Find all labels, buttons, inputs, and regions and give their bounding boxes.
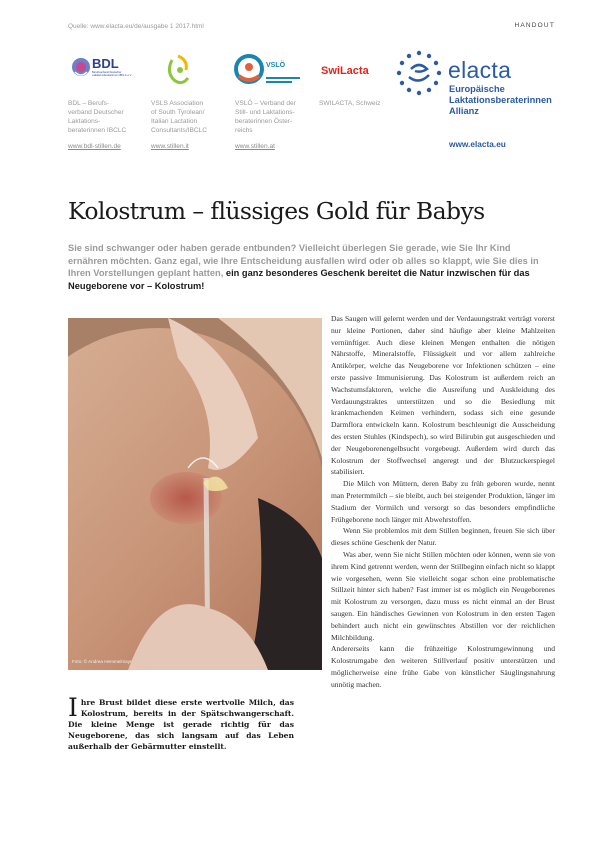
body-paragraph-1: Das Saugen will gelernt werden und der Verdauungstrakt verträgt vorerst nur kleine Portionen, daher sind häufige aber kleine Mahlzeiten vernünftiger. Auch diese kleinen Mengen enthalten die nötigen Nährstoffe, Mineralstoffe, Flüssigkeit und vor allem zahlreiche Antikörper, welche das Neugeborene vor Infektionen schützen – eine erste passive Immunisierung. Das Kolostrum ist außerdem reich an Wachstumsfaktoren, welche die Ausreifung und Auskleidung des Verdauungstraktes unterstützen und so die Besiedlung mit krankmachenden Keimen verhindern, sodass sich eine gesunde Darmflora entwickeln kann. Kolostrum beschleunigt die Ausscheidung des ersten Stuhles (Kindspech), so wird Bilirubin gut ausgeschieden und der Neugeborenengelbsucht vorgebeugt. Außerdem wird durch das Kolostrum der Stoffwechsel angeregt und der Blutzuckerspiegel stabilisiert.	[331, 314, 555, 477]
source-note: Quelle: www.elacta.eu/de/ausgabe 1 2017.html	[68, 23, 204, 30]
bdl-logo-text: BDL	[92, 56, 119, 71]
swilacta-description: SWILACTA, Schweiz	[319, 100, 381, 107]
intro-grey-text: Sie sind schwanger oder haben gerade entbunden? Vielleicht überlegen Sie gerade, wie Sie Ihr Kind ernähren möchten. Ganz egal, wie Ihre Entscheidung ausfallen wird oder ob alles so klappt, wie Sie dies in Ihren Vorstellungen geplant hatten,	[68, 243, 539, 279]
swilacta-logo-text: SwiLacta	[321, 65, 369, 77]
body-paragraph-3: Wenn Sie problemlos mit dem Stillen beginnen, freuen Sie sich über dieses schöne Geschenk der Natur.	[331, 526, 555, 548]
vsls-link[interactable]: www.stillen.it	[151, 143, 189, 150]
vslo-description: VSLÖ – Verband der Still- und Laktations- beraterinnen Öster- reichs	[235, 100, 296, 134]
elacta-wordmark: elacta	[448, 57, 512, 83]
bdl-link[interactable]: www.bdl-stillen.de	[68, 143, 121, 150]
body-paragraph-2: Die Milch von Müttern, deren Baby zu früh geboren wurde, nennt man Pretermmilch – sie bleibt, auch bei steigender Produktion, länger im Stadium der Vormilch und versorgt so das besonders empfindliche Frühgeborene noch länger mit Abwehrstoffen.	[331, 479, 555, 524]
vslo-logo-text: VSLÖ	[266, 62, 286, 69]
bdl-logo-subtext: Berufsverband Deutscher Laktationsberaterinnen IBCLC e.V.	[92, 71, 132, 77]
bdl-logo	[68, 50, 138, 92]
article-body	[331, 313, 555, 691]
vslo-link[interactable]: www.stillen.at	[235, 143, 275, 150]
body-paragraph-5: Andererseits kann die frühzeitige Kolostrumgewinnung und Kolostrumgabe den weiteren Stillverlauf positiv unterstützen und möglicherweise eine frühe Gabe von künstlicher Säuglingsnahrung unnötig machen.	[331, 644, 555, 689]
caption-dropcap: I	[68, 693, 78, 722]
bdl-description: BDL – Berufs- verband Deutscher Laktations- beraterinnen IBCLC	[68, 100, 127, 134]
breast-colostrum-photo	[68, 318, 322, 670]
article-title: Kolostrum – flüssiges Gold für Babys	[68, 197, 485, 225]
elacta-link[interactable]: www.elacta.eu	[449, 139, 506, 149]
elacta-subtitle: Europäische Laktationsberaterinnen Allianz	[449, 84, 552, 116]
photo-caption	[68, 693, 294, 752]
vsls-logo	[162, 50, 196, 92]
intro-highlight-text: ein ganz besonderes Geschenk bereitet die Natur inzwischen für das Neugeborene vor – Kolostrum!	[68, 268, 530, 291]
caption-text: hre Brust bildet diese erste wertvolle Milch, das Kolostrum, bereits in der Spätschwangerschaft. Die kleine Menge ist gerade richtig für das Neugeborene, das sich langsam auf das Leben außerhalb der Gebärmutter einstellt.	[68, 698, 294, 751]
swilacta-logo	[319, 50, 389, 92]
vslo-logo	[234, 50, 304, 92]
elacta-star-logo	[393, 47, 445, 89]
document-type-label: HANDOUT	[514, 22, 555, 29]
body-paragraph-4: Was aber, wenn Sie nicht Stillen möchten oder können, wenn sie von ihrem Kind getrennt werden, wenn der Stillbeginn einfach nicht so klappt wie vorgesehen, wenn Sie vielleicht sogar schon eine problematische Stillzeit hinter sich haben? Fast immer ist es möglich ein Neugeborenes mit Kolostrum zu versorgen, dazu muss es nicht einmal an der Brust saugen. Ein händisches Gewinnen von Kolostrum in den ersten Tagen behindert auch nicht ein gewünschtes Abstillen vor der reichlichen Milchbildung.	[331, 549, 555, 642]
article-intro	[68, 242, 548, 292]
photo-credit: Foto: © Andrea Hemmelmayr	[72, 659, 132, 664]
vsls-description: VSLS Association of South Tyrolean/ Italian Lactation Consultants/IBCLC	[151, 100, 208, 134]
